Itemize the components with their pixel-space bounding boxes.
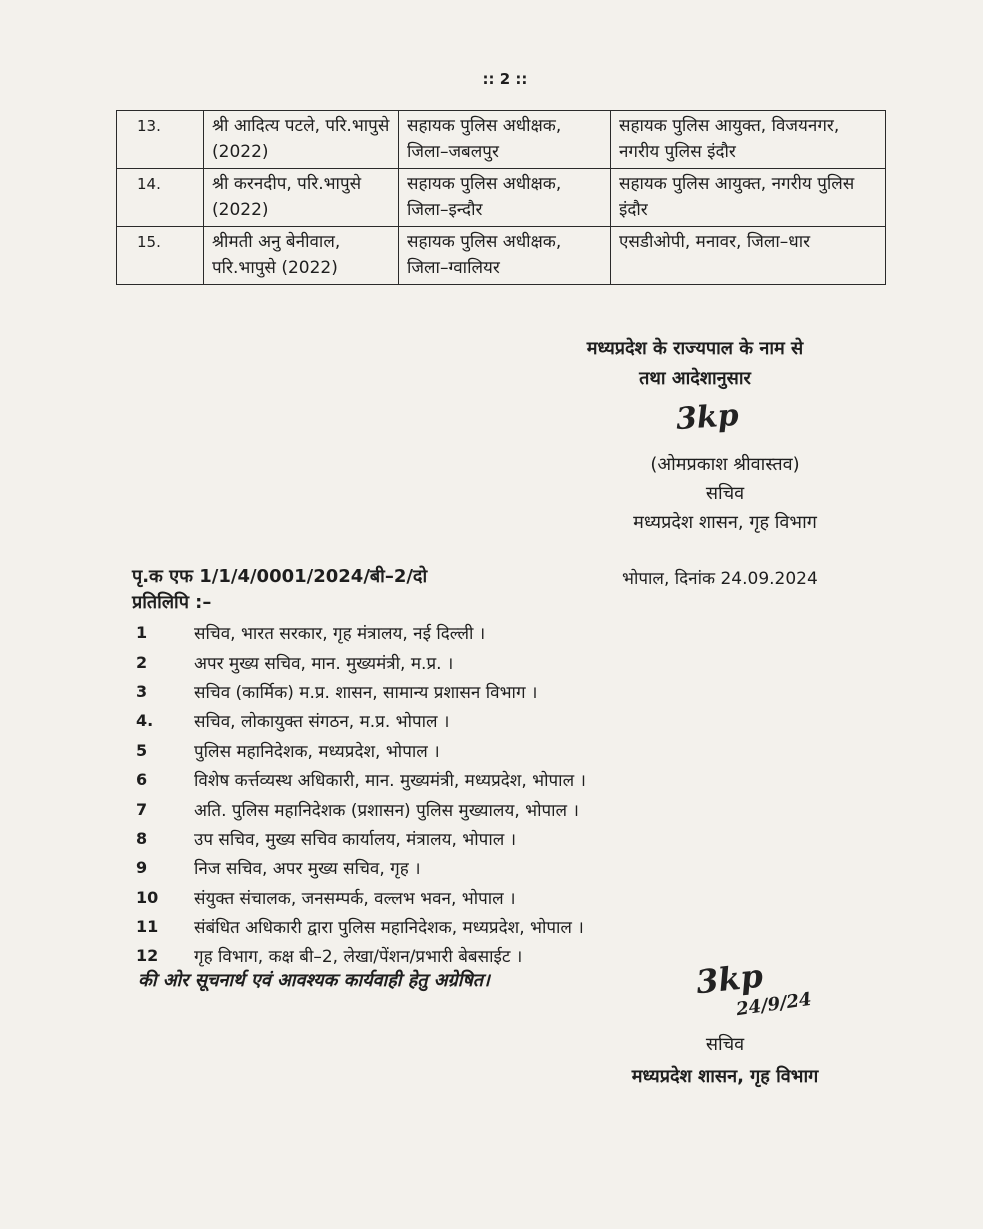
signature-date: 24/9/24 (734, 988, 813, 1021)
name-cell: श्री करनदीप, परि.भापुसे (2022) (204, 169, 399, 227)
serial-cell: 15. (117, 227, 204, 285)
current-post-cell: सहायक पुलिस अधीक्षक, जिला–जबलपुर (399, 111, 611, 169)
table-row (117, 227, 886, 285)
list-item-text: अपर मुख्य सचिव, मान. मुख्यमंत्री, म.प्र. । (194, 653, 454, 674)
list-item-text: सचिव (कार्मिक) म.प्र. शासन, सामान्य प्रशासन विभाग । (194, 682, 538, 703)
signature-2: 3kp (694, 956, 765, 1002)
name-cell: श्री आदित्य पटले, परि.भापुसे (2022) (204, 111, 399, 169)
officer-designation: सचिव (705, 483, 745, 504)
list-item-number: 6 (136, 770, 148, 790)
list-item (136, 824, 856, 853)
signature-1: 3kp (674, 397, 740, 438)
name-cell: श्रीमती अनु बेनीवाल, परि.भापुसे (2022) (204, 227, 399, 285)
officer-name: (ओमप्रकाश श्रीवास्तव) (650, 454, 800, 475)
new-post-cell: एसडीओपी, मनावर, जिला–धार (611, 227, 886, 285)
list-item-text: गृह विभाग, कक्ष बी–2, लेखा/पेंशन/प्रभारी बेबसाईट । (194, 947, 523, 968)
order-authority-line2: तथा आदेशानुसार (639, 368, 751, 389)
list-item (136, 883, 856, 912)
table-row (117, 169, 886, 227)
list-item-text: अति. पुलिस महानिदेशक (प्रशासन) पुलिस मुख्यालय, भोपाल । (194, 800, 579, 821)
signatory-department: मध्यप्रदेश शासन, गृह विभाग (631, 1066, 819, 1087)
list-item-number: 1 (136, 623, 148, 643)
copy-header: प्रतिलिपि :– (132, 592, 212, 613)
serial-cell: 14. (117, 169, 204, 227)
list-item (136, 736, 856, 765)
serial-cell: 13. (117, 111, 204, 169)
page-number: :: 2 :: (482, 70, 528, 88)
list-item-number: 4. (136, 711, 154, 731)
list-item-text: सचिव, लोकायुक्त संगठन, म.प्र. भोपाल । (194, 712, 450, 733)
list-item (136, 765, 856, 794)
order-authority-line1: मध्यप्रदेश के राज्यपाल के नाम से (586, 338, 804, 359)
list-item-text: उप सचिव, मुख्य सचिव कार्यालय, मंत्रालय, भोपाल । (194, 829, 517, 850)
list-item (136, 618, 856, 647)
list-item-number: 2 (136, 652, 148, 672)
list-item-number: 11 (136, 917, 159, 937)
table-row (117, 111, 886, 169)
list-item-number: 7 (136, 799, 148, 819)
list-item (136, 706, 856, 735)
list-item (136, 794, 856, 823)
transfer-table (116, 110, 886, 285)
list-item-text: पुलिस महानिदेशक, मध्यप्रदेश, भोपाल । (194, 741, 440, 762)
signatory-designation: सचिव (705, 1034, 745, 1055)
list-item-number: 12 (136, 946, 159, 966)
list-item (136, 912, 856, 941)
officer-department: मध्यप्रदेश शासन, गृह विभाग (633, 512, 817, 533)
new-post-cell: सहायक पुलिस आयुक्त, विजयनगर, नगरीय पुलिस इंदौर (611, 111, 886, 169)
list-item-text: सचिव, भारत सरकार, गृह मंत्रालय, नई दिल्ली । (194, 624, 486, 645)
reference-number: पृ.क एफ 1/1/4/0001/2024/बी–2/दो (132, 566, 428, 587)
list-item-text: संयुक्त संचालक, जनसम्पर्क, वल्लभ भवन, भोपाल । (194, 888, 516, 909)
current-post-cell: सहायक पुलिस अधीक्षक, जिला–इन्दौर (399, 169, 611, 227)
list-item-number: 10 (136, 887, 159, 907)
list-item-number: 9 (136, 858, 148, 878)
new-post-cell: सहायक पुलिस आयुक्त, नगरीय पुलिस इंदौर (611, 169, 886, 227)
forward-note: की ओर सूचनार्थ एवं आवश्यक कार्यवाही हेतु अग्रेषित। (138, 970, 490, 991)
list-item-text: निज सचिव, अपर मुख्य सचिव, गृह । (194, 859, 421, 880)
current-post-cell: सहायक पुलिस अधीक्षक, जिला–ग्वालियर (399, 227, 611, 285)
list-item (136, 853, 856, 882)
list-item (136, 647, 856, 676)
list-item-text: विशेष कर्त्तव्यस्थ अधिकारी, मान. मुख्यमंत्री, मध्यप्रदेश, भोपाल । (194, 771, 586, 792)
list-item-text: संबंधित अधिकारी द्वारा पुलिस महानिदेशक, मध्यप्रदेश, भोपाल । (194, 918, 584, 939)
list-item (136, 677, 856, 706)
list-item-number: 5 (136, 740, 148, 760)
list-item-number: 3 (136, 681, 148, 701)
list-item-number: 8 (136, 828, 148, 848)
date-line: भोपाल, दिनांक 24.09.2024 (622, 569, 818, 589)
copy-list (136, 618, 856, 971)
